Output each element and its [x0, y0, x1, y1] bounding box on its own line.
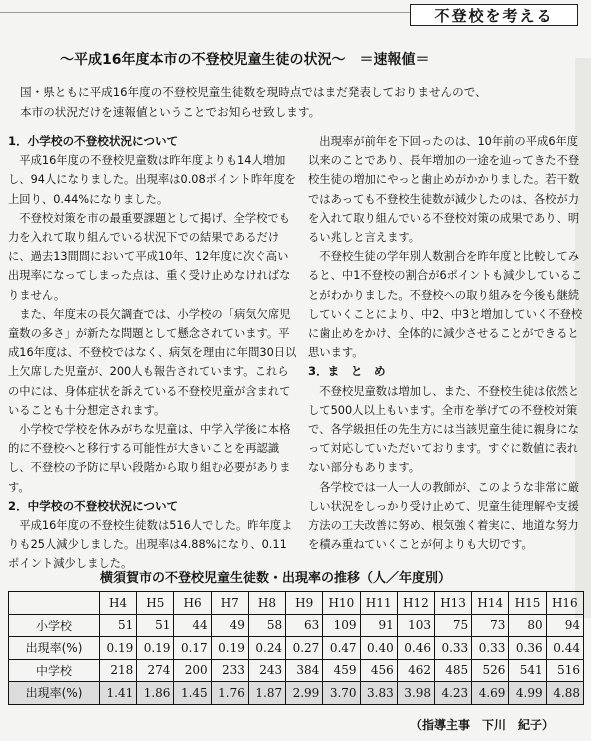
table-cell: 1.41: [100, 682, 137, 705]
table-cell: 526: [472, 659, 509, 682]
table-cell: 0.33: [434, 637, 471, 660]
paragraph: また、年度末の長欠調査では、小学校の「病気欠席児童数の多さ」が新たな問題として懸念されています。平成16年度は、不登校ではなく、病気を理由に年間30日以上欠席した児童が、200人も報告されています。これらの中には、身体症状を訴えている不登校児童が含まれていることも十分想定されます。: [8, 307, 297, 417]
year-header: H15: [509, 592, 546, 615]
table-cell: 274: [137, 659, 174, 682]
table-cell: 0.33: [472, 637, 509, 660]
paragraph: 平成16年度の不登校児童数は昨年度よりも14人増加し、94人になりました。出現率は0.08ポイント昨年度を上回り、0.44%になりました。: [8, 154, 297, 206]
table-cell: 1.86: [137, 682, 174, 705]
table-cell: 2.99: [286, 682, 323, 705]
table-cell: 109: [323, 614, 360, 637]
table-cell: 4.69: [472, 682, 509, 705]
paragraph: 平成16年度の不登校生徒数は516人でした。昨年度よりも25人減少しました。出現率は4.88%になり、0.11ポイント減少しました。: [8, 519, 293, 571]
section-heading-summary: 3．ま と め: [308, 364, 386, 379]
intro: [20, 82, 585, 122]
left-column: [8, 132, 297, 574]
table-header-row: [9, 592, 584, 615]
year-header: H5: [137, 592, 174, 615]
table-cell: 0.17: [174, 637, 211, 660]
table-cell: 3.83: [360, 682, 397, 705]
year-header: H6: [174, 592, 211, 615]
table-cell: 51: [100, 614, 137, 637]
paragraph: 各学校では一人一人の教師が、このような非常に厳しい状況をしっかり受け止めて、児童生徒理解や支援方法の工夫改善に努め、根気強く着実に、地道な努力を積み重ねていくことが何よりも大切です。: [308, 480, 580, 552]
paragraph: 不登校対策を市の最重要課題として掲げ、全学校でも力を入れて取り組んでいる状況下での結果であるだけに、過去13間間において平成10年、12年度に次ぐ高い出現率になってしまった点は、重く受け止めなければなりません。: [8, 211, 291, 302]
section-tag: 不登校を考える: [410, 4, 578, 26]
table-cell: 58: [248, 614, 285, 637]
section-heading-junior-high: 2．中学校の不登校状況について: [8, 498, 179, 513]
signature: （指導主事 下川 紀子）: [410, 718, 555, 732]
row-label: 出現率(%): [9, 637, 100, 660]
row-label: 中学校: [9, 659, 100, 682]
year-header: H10: [323, 592, 360, 615]
year-header: H16: [546, 592, 583, 615]
table-cell: 103: [397, 614, 434, 637]
paragraph: 不登校児童数は増加し、また、不登校生徒は依然として500人以上もいます。全市を挙げての不登校対策で、各学級担任の先生方には当該児童生徒に親身になって対応していただいております。すぐに数値に表れない部分もあります。: [308, 384, 580, 475]
table-cell: 462: [397, 659, 434, 682]
header-rule: [0, 12, 410, 13]
year-header: H9: [286, 592, 323, 615]
table-cell: 0.47: [323, 637, 360, 660]
table-cell: 1.45: [174, 682, 211, 705]
intro-line-1: 国・県ともに平成16年度の不登校児童生徒数を現時点ではまだ発表しておりませんので、: [20, 85, 487, 99]
truancy-table: [8, 591, 584, 705]
table-cell: 0.44: [546, 637, 583, 660]
section-heading-elementary: 1．小学校の不登校状況について: [8, 134, 179, 148]
table-row: [9, 637, 584, 660]
year-header: H14: [472, 592, 509, 615]
table-cell: 0.40: [360, 637, 397, 660]
table-cell: 4.88: [546, 682, 583, 705]
table-cell: 541: [509, 659, 546, 682]
table-cell: 516: [546, 659, 583, 682]
table-cell: 1.87: [248, 682, 285, 705]
table-cell: 485: [434, 659, 471, 682]
table-cell: 94: [546, 614, 583, 637]
table-cell: 51: [137, 614, 174, 637]
table-row: [9, 614, 584, 637]
table-cell: 80: [509, 614, 546, 637]
table-cell: 0.36: [509, 637, 546, 660]
table-cell: 243: [248, 659, 285, 682]
table-cell: 384: [286, 659, 323, 682]
table-row: [9, 659, 584, 682]
table-cell: 44: [174, 614, 211, 637]
paragraph: 小学校で学校を休みがちな児童は、中学入学後に本格的に不登校へと移行する可能性が大きいことを再認識し、不登校の予防に早い段階から取り組む必要があります。: [8, 423, 291, 494]
year-header: H4: [100, 592, 137, 615]
table-cell: 49: [211, 614, 248, 637]
year-header: H11: [360, 592, 397, 615]
paragraph: 出現率が前年を下回ったのは、10年前の平成6年度以来のことであり、長年増加の一途を辿ってきた不登校生徒の増加にやっと歯止めがかかりました。若干数ではあっても不登校生徒数が減少したのは、各校が力を入れて取り組んでいる不登校対策の成果であり、明るい兆しと言えます。: [308, 135, 580, 245]
year-header: H13: [434, 592, 471, 615]
table-cell: 3.98: [397, 682, 434, 705]
table-cell: 0.19: [211, 637, 248, 660]
row-label: 小学校: [9, 614, 100, 637]
table-cell: 3.70: [323, 682, 360, 705]
table-cell: 1.76: [211, 682, 248, 705]
table-cell: 0.19: [100, 637, 137, 660]
table-cell: 75: [434, 614, 471, 637]
table-cell: 200: [174, 659, 211, 682]
intro-line-2: 本市の状況だけを速報値ということでお知らせ致します。: [20, 105, 321, 119]
table-cell: 0.46: [397, 637, 434, 660]
table-cell: 73: [472, 614, 509, 637]
right-column: [308, 132, 584, 554]
table-corner-cell: [9, 592, 100, 615]
year-header: H8: [248, 592, 285, 615]
table-cell: 0.27: [286, 637, 323, 660]
year-header: H12: [397, 592, 434, 615]
table-cell: 0.19: [137, 637, 174, 660]
table-body: [9, 614, 584, 704]
table-cell: 0.24: [248, 637, 285, 660]
paragraph: 不登校生徒の学年別人数割合を昨年度と比較してみると、中1不登校の割合が6ポイントも減少していることがわかりました。不登校への取り組みを今後も継続していくことにより、中2、中3と増加していく不登校に歯止めをかけ、全体的に減少させることができると思います。: [308, 250, 583, 360]
table-cell: 456: [360, 659, 397, 682]
table-cell: 4.99: [509, 682, 546, 705]
table-cell: 218: [100, 659, 137, 682]
table-cell: 4.23: [434, 682, 471, 705]
year-header: H7: [211, 592, 248, 615]
table-row: [9, 682, 584, 705]
table-title: 横須賀市の不登校児童生徒数・出現率の推移（人／年度別）: [100, 571, 452, 586]
table-cell: 459: [323, 659, 360, 682]
row-label: 出現率(%): [9, 682, 100, 705]
table-cell: 63: [286, 614, 323, 637]
table-cell: 91: [360, 614, 397, 637]
page-title: 〜平成16年度本市の不登校児童生徒の状況〜 ＝速報値＝: [60, 52, 430, 68]
table-cell: 233: [211, 659, 248, 682]
